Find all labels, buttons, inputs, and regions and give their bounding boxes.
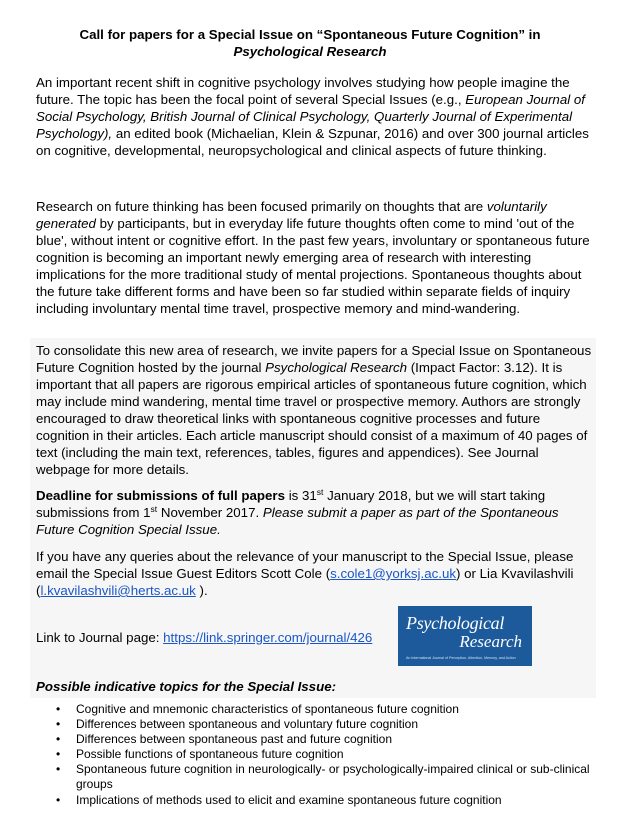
invitation-text-1: To consolidate this new area of research, we invite papers for a Special Issue on Spontaneous Future Cognition hosted by the journal [36, 343, 592, 375]
list-item: • Implications of methods used to elicit and examine spontaneous future cognition [52, 793, 592, 808]
deadline-sup-2: st [150, 504, 158, 514]
queries-text-2: ) or Lia Kvavilashvili ( [36, 566, 574, 598]
deadline-label: Deadline for submissions of full papers [36, 488, 285, 503]
journal-link-line [36, 629, 396, 646]
journal-link[interactable]: https://link.springer.com/journal/426 [163, 630, 373, 645]
title-line: Call for papers for a Special Issue on “Spontaneous Future Cognition” in [79, 27, 541, 42]
list-item: • Differences between spontaneous and voluntary future cognition [52, 717, 592, 732]
queries-text-1: If you have any queries about the relevance of your manuscript to the Special Issue, please email the Special Issue Guest Editors Scott Cole ( [36, 549, 574, 581]
list-item: • Possible functions of spontaneous future cognition [52, 747, 592, 762]
deadline-text-1: is 31 [285, 488, 317, 503]
queries-paragraph [36, 548, 596, 599]
logo-line-1: Psychological [406, 613, 505, 633]
research-italic: voluntarily generated [36, 199, 547, 231]
deadline-text-2: January 2018, but we will start taking submissions from 1 [36, 488, 546, 520]
research-paragraph [36, 198, 596, 317]
invitation-text-2: (Impact Factor: 3.12). It is important that all papers are rigorous empirical articles of spontaneous future cognition, which may include mind wandering, mental time travel or prospective memory. Authors are strongly encouraged to draw theoretical links with spontaneous cognitive processes and future cognition in their articles. Each article manuscript should consist of a maximum of 40 pages of text (including the main text, references, tables, figures and appendices). See Journal webpage for more details. [36, 360, 588, 477]
deadline-paragraph [36, 487, 596, 538]
intro-paragraph [36, 74, 596, 159]
research-text-2: by participants, but in everyday life future thoughts often come to mind 'out of the blue', without intent or cognitive effort. In the past few years, involuntary or spontaneous future cognition is becoming an important newly emerging area of research with interesting implications for the more traditional study of mental projections. Spontaneous thoughts about the future take different forms and have been so far studied within separate fields of inquiry including involuntary mental time travel, prospective memory and mind-wandering. [36, 216, 590, 316]
research-text-1: Research on future thinking has been focused primarily on thoughts that are [36, 199, 487, 214]
journal-link-label: Link to Journal page: [36, 630, 164, 645]
intro-journals: European Journal of Social Psychology, British Journal of Clinical Psychology, Quarterly Journal of Experimental Psychology), [36, 92, 585, 141]
intro-text-2: an edited book (Michaelian, Klein & Szpunar, 2016) and over 300 journal articles on cognitive, developmental, neuropsychological and clinical aspects of future thinking. [36, 126, 589, 158]
deadline-sup-1: st [316, 487, 324, 497]
list-item: • Spontaneous future cognition in neurologically- or psychologically-impaired clinical or sub-clinical groups [52, 762, 592, 792]
journal-logo [398, 606, 532, 666]
logo-line-2: Research [459, 632, 522, 651]
queries-text-3: ). [195, 583, 208, 598]
topics-list [52, 702, 592, 808]
invitation-journal: Psychological Research [265, 360, 408, 375]
page-title [30, 26, 590, 60]
logo-tagline: An International Journal of Perception, Attention, Memory, and Action [406, 656, 516, 660]
topics-heading: Possible indicative topics for the Special Issue: [36, 679, 337, 694]
invitation-paragraph [36, 342, 596, 478]
deadline-text-3: November 2017. [157, 505, 263, 520]
email-link-cole[interactable]: s.cole1@yorksj.ac.uk [330, 566, 456, 581]
email-link-kvavilashvili[interactable]: l.kvavilashvili@herts.ac.uk [40, 583, 196, 598]
list-item: • Differences between spontaneous past and future cognition [52, 732, 592, 747]
deadline-italic: Please submit a paper as part of the Spontaneous Future Cognition Special Issue. [36, 505, 559, 537]
title-journal: Psychological Research [233, 44, 387, 59]
list-item: • Cognitive and mnemonic characteristics of spontaneous future cognition [52, 702, 592, 717]
intro-text-1: An important recent shift in cognitive psychology involves studying how people imagine the future. The topic has been the focal point of several Special Issues (e.g., [36, 75, 570, 107]
